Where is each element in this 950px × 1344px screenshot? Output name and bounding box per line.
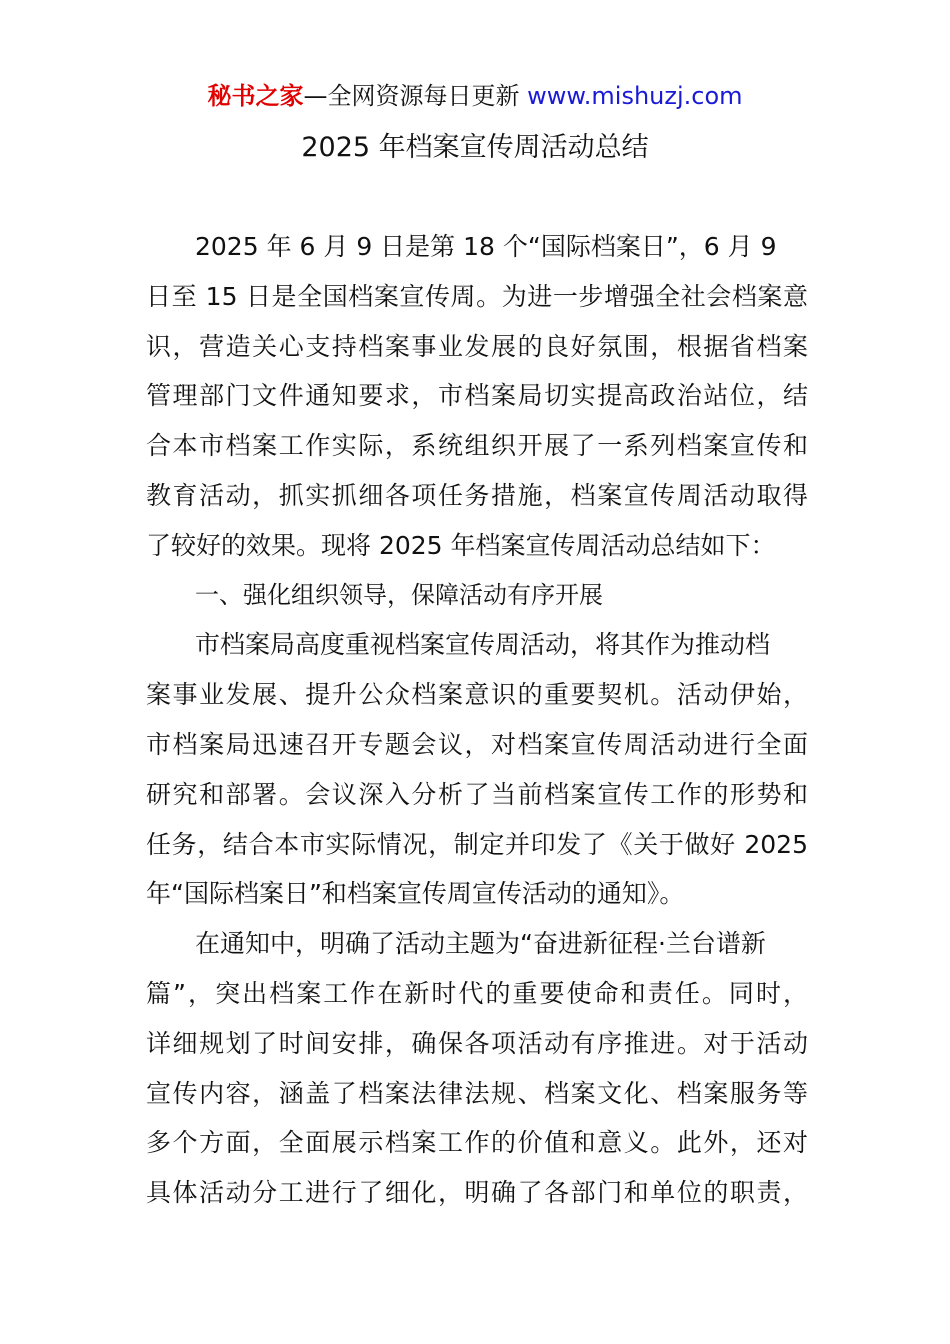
paragraph-line: 宣传内容，涵盖了档案法律法规、档案文化、档案服务等 (146, 1078, 808, 1108)
paragraph-line: 市档案局高度重视档案宣传周活动，将其作为推动档 (195, 630, 771, 660)
site-url-link[interactable]: www.mishuzj.com (527, 82, 743, 110)
document-body (146, 222, 808, 1218)
paragraph-line: 管理部门文件通知要求，市档案局切实提高政治站位，结 (146, 381, 808, 411)
paragraph-line: 详细规划了时间安排，确保各项活动有序推进。对于活动 (146, 1028, 808, 1058)
paragraph-line: 研究和部署。会议深入分析了当前档案宣传工作的形势和 (146, 779, 808, 809)
paragraph-line: 具体活动分工进行了细化，明确了各部门和单位的职责， (146, 1178, 808, 1208)
paragraph-line: 市档案局迅速召开专题会议，对档案宣传周活动进行全面 (146, 729, 808, 759)
paragraph-line: 合本市档案工作实际，系统组织开展了一系列档案宣传和 (146, 431, 808, 461)
document-title: 2025 年档案宣传周活动总结 (301, 132, 649, 163)
paragraph-line: 案事业发展、提升公众档案意识的重要契机。活动伊始， (146, 680, 808, 710)
paragraph-line: 篇”，突出档案工作在新时代的重要使命和责任。同时， (146, 978, 808, 1008)
paragraph-line: 在通知中，明确了活动主题为“奋进新征程·兰台谱新 (195, 929, 766, 959)
paragraph-line: 2025 年 6 月 9 日是第 18 个“国际档案日”，6 月 9 (195, 232, 777, 261)
paragraph-line: 任务，结合本市实际情况，制定并印发了《关于做好 2025 (146, 829, 808, 859)
brand-name: 秘书之家 (207, 82, 304, 110)
paragraph-line: 多个方面，全面展示档案工作的价值和意义。此外，还对 (146, 1128, 808, 1158)
paragraph-line: 教育活动，抓实抓细各项任务措施，档案宣传周活动取得 (146, 480, 808, 510)
banner-tagline: —全网资源每日更新 (303, 82, 520, 110)
site-banner (0, 80, 950, 112)
paragraph-line: 识，营造关心支持档案事业发展的良好氛围，根据省档案 (146, 331, 808, 361)
paragraph-line: 日至 15 日是全国档案宣传周。为进一步增强全社会档案意 (146, 281, 808, 311)
paragraph-line: 年“国际档案日”和档案宣传周宣传活动的通知》。 (146, 879, 685, 909)
paragraph-line: 了较好的效果。现将 2025 年档案宣传周活动总结如下： (146, 530, 776, 560)
section-heading: 一、强化组织领导，保障活动有序开展 (195, 580, 603, 609)
